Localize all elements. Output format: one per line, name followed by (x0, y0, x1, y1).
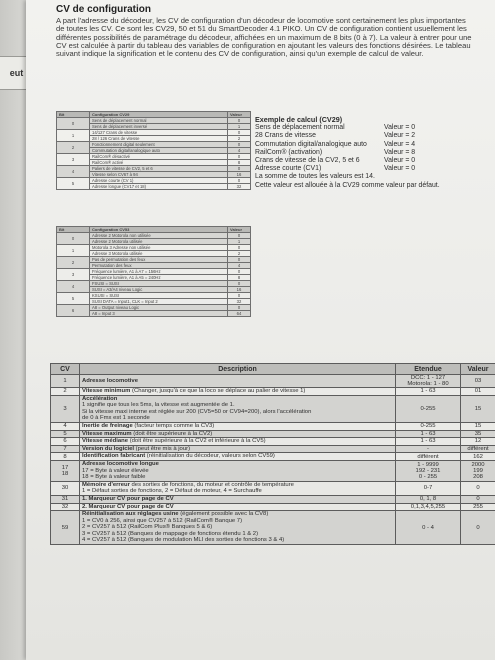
description-title: Version du logiciel (82, 445, 135, 452)
value-cell (461, 503, 495, 511)
table-row (51, 388, 495, 396)
description-cell (80, 445, 396, 453)
cv-number-cell: 1 (51, 375, 80, 388)
range-cell (396, 503, 461, 511)
default-value: 0 (476, 524, 480, 531)
value-cell: 4 (228, 263, 251, 269)
range-value: 0,1,3,4,5,255 (410, 503, 446, 510)
example-label: RailCom® (activation) (255, 148, 323, 156)
value-cell: 8 (228, 160, 251, 166)
description-title: Mémoire d'erreur (82, 481, 130, 488)
example-value: Valeur = 0 (384, 165, 416, 173)
description-line (82, 482, 393, 489)
description-line (82, 461, 393, 468)
bit-cell: 4 (57, 166, 90, 178)
value-cell (461, 445, 495, 453)
value-cell: 0 (228, 154, 251, 160)
bit-cell: 0 (57, 233, 90, 245)
cv-number-cell: 4 (51, 422, 80, 430)
default-value: 255 (473, 503, 483, 510)
description-detail: 2 = CV257 à 512 (RailCom Plus® Banques 5 & 6) (82, 524, 213, 531)
example-value: Valeur = 0 (384, 157, 416, 165)
description-title: 2. Marqueur CV pour page de CV (82, 503, 174, 510)
bit-cell: 0 (57, 118, 90, 130)
option-cell: 28 / 126 Crans de vitesse (90, 136, 228, 142)
cv-number-cell: 17 18 (51, 460, 80, 481)
description-line (82, 438, 393, 445)
range-value: DCC: 1 - 127 (410, 375, 446, 381)
bit-cell: 5 (57, 293, 90, 305)
description-detail: Si la vitesse maxi interne est réglée sur 200 (CV5=50 or CV94=200), alors l'accélération (82, 408, 312, 415)
value-cell: 1 (228, 239, 251, 245)
value-cell: 0 (228, 269, 251, 275)
value-cell (461, 453, 495, 461)
range-cell (396, 422, 461, 430)
option-cell: Fréquence lumière, A1 à A5 = 240Hz (90, 275, 228, 281)
value-cell: 64 (228, 311, 251, 317)
option-cell: Adresse courte (CV 1) (90, 178, 228, 184)
description-cell (80, 511, 396, 545)
example-row (255, 149, 495, 157)
value-cell: 0 (228, 233, 251, 239)
value-cell: 2 (228, 136, 251, 142)
example-label: Crans de vitesse de la CV2, 5 et 6 (255, 157, 360, 165)
cv-number-cell: 5 (51, 430, 80, 438)
cv-number-cell: 30 (51, 481, 80, 495)
value-cell: 0 (228, 281, 251, 287)
description-cell (80, 495, 396, 503)
description-title: Adresse locomotive (82, 377, 138, 384)
table-row (51, 460, 495, 481)
option-cell: SUSI DATA = Input1, CLK = Input 2 (90, 299, 228, 305)
range-value: - (427, 446, 429, 453)
col-cv: CV (51, 364, 80, 375)
table-row (51, 430, 495, 438)
value-cell: 1 (228, 124, 251, 130)
col-bit: Bit (57, 112, 90, 118)
background-tab: eut (0, 56, 34, 90)
value-cell (461, 395, 495, 422)
default-value: 35 (474, 430, 482, 437)
range-cell (396, 481, 461, 495)
default-value: 162 (473, 453, 483, 460)
value-cell (461, 511, 495, 545)
default-value: 0 (476, 485, 480, 492)
description-cell (80, 388, 396, 396)
col-description: Description (80, 364, 396, 375)
example-label: Adresse courte (CV1) (255, 165, 322, 173)
range-cell (396, 445, 461, 453)
description-title: Vitesse minimum (82, 388, 131, 394)
value-cell: 8 (228, 275, 251, 281)
description-title: Vitesse maximum (82, 430, 132, 437)
description-line (82, 496, 393, 503)
value-cell: 2 (228, 251, 251, 257)
option-cell: Sens de déplacement normal (90, 118, 228, 124)
example-row (255, 165, 495, 173)
option-cell: Adresse 3 Motorola utilisée (90, 251, 228, 257)
range-cell (396, 375, 461, 388)
range-value: 0 - 4 (422, 524, 434, 531)
cv-number-cell: 8 (51, 453, 80, 461)
example-row (255, 132, 495, 140)
description-cell (80, 395, 396, 422)
range-value: différent (417, 453, 439, 460)
description-title: Identification fabricant (82, 453, 146, 460)
option-cell: RailCom® activé (90, 160, 228, 166)
description-detail: 3 = CV257 à 512 (Banques de mappage de fonctions étendu 1 & 2) (82, 530, 259, 537)
value-cell: 0 (228, 257, 251, 263)
value-cell (461, 430, 495, 438)
option-cell: Permutation des feux (90, 263, 228, 269)
range-value: 0-255 (420, 423, 436, 430)
bit-cell: 1 (57, 245, 90, 257)
range-value: 192 - 231 (415, 467, 441, 474)
description-cell (80, 422, 396, 430)
option-cell: Fonctionnement digital seulement (90, 142, 228, 148)
bit-cell: 2 (57, 257, 90, 269)
value-cell (461, 388, 495, 396)
range-cell (396, 430, 461, 438)
table-row (51, 445, 495, 453)
bit-cell: 2 (57, 142, 90, 154)
example-sum: La somme de toutes les valeurs est 14. (255, 173, 375, 181)
description-extra: (réinitialisation du décodeur, valeurs selon CV59) (145, 453, 275, 460)
example-value: Valeur = 8 (384, 148, 416, 156)
default-value: 15 (474, 405, 482, 412)
example-row (255, 157, 495, 165)
description-detail: 1 signifie que tous les 5ms, la vitesse est augmentée de 1. (82, 402, 235, 409)
example-note: Cette valeur est allouée à la CV29 comme valeur par défaut. (255, 181, 440, 189)
description-line (82, 453, 393, 460)
example-label: 28 Crans de vitesse (255, 132, 316, 140)
value-cell: 0 (228, 245, 251, 251)
bit-cell: 6 (57, 305, 90, 317)
option-cell: Adresse 2 Motorola utilisée (90, 239, 228, 245)
description-title: Accélération (82, 395, 118, 402)
option-cell: Vitesse selon CV67 à 94 (90, 172, 228, 178)
description-cell (80, 430, 396, 438)
bit-cell: 5 (57, 178, 90, 190)
option-cell: 14/127 Crans de vitesse (90, 130, 228, 136)
default-value: 199 (473, 467, 483, 474)
col-range: Etendue (396, 364, 461, 375)
value-cell: 0 (228, 293, 251, 299)
cv-number-cell: 6 (51, 438, 80, 446)
option-cell: FSUSI = SUSI (90, 281, 228, 287)
range-cell (396, 453, 461, 461)
description-cell (80, 438, 396, 446)
cv-number-cell: 59 (51, 511, 80, 545)
value-cell: 16 (228, 172, 251, 178)
description-cell (80, 503, 396, 511)
description-detail: 18 = Byte à valeur faible (82, 474, 146, 481)
range-value: Motorola: 1 - 80 (407, 381, 449, 387)
value-cell (461, 460, 495, 481)
description-detail: de 0 à Fmx est 1 seconde (82, 415, 150, 422)
value-cell: 0 (228, 166, 251, 172)
description-detail: 1 = Défaut sorties de fonctions, 2 = Défaut de moteur, 4 = Surchauffe (82, 488, 262, 495)
example-label: Sens de déplacement normal (255, 124, 345, 132)
document-page (26, 0, 495, 660)
cv-number-cell: 7 (51, 445, 80, 453)
option-cell: Sens de déplacement inversé (90, 124, 228, 130)
description-extra: (doit être supérieure à la CV2) (131, 430, 213, 437)
default-value: 208 (473, 473, 483, 480)
option-cell: KSUSI = SUSI (90, 293, 228, 299)
example-row (255, 141, 495, 149)
description-extra: (Changer, jusqu'à ce que la loco se déplace au palier de vitesse 1) (130, 388, 306, 394)
option-cell: RailCom® désactivé (90, 154, 228, 160)
option-cell: Commutation digital/analogique auto (90, 148, 228, 154)
example-title: Exemple de calcul (CV29) (255, 115, 343, 124)
cv-number-cell: 32 (51, 503, 80, 511)
description-extra: (facteur temps comme la CV3) (132, 422, 215, 429)
value-cell: 16 (228, 287, 251, 293)
option-cell: Pas de permutation des feux (90, 257, 228, 263)
value-cell (461, 422, 495, 430)
description-title: Adresse locomotive longue (82, 460, 159, 467)
value-cell: 0 (228, 118, 251, 124)
cv-number-cell: 2 (51, 388, 80, 396)
col-value: Valeur (228, 227, 251, 233)
description-cell (80, 453, 396, 461)
option-cell: Fréquence lumière, A1 à A7 = 156Hz (90, 269, 228, 275)
cv29-config-table (56, 111, 251, 190)
description-line (82, 423, 393, 430)
option-cell: Adresse 2 Motorola non utilisée (90, 233, 228, 239)
description-title: Inertie de freinage (82, 422, 133, 429)
description-extra: (également possible avec la CV8) (178, 511, 269, 518)
default-value: 2000 (471, 461, 485, 468)
example-label: Commutation digital/analogique auto (255, 140, 367, 148)
cv-number-cell: 3 (51, 395, 80, 422)
range-cell (396, 388, 461, 396)
description-detail: 17 = Byte à valeur élevée (82, 467, 149, 474)
value-cell: 0 (228, 142, 251, 148)
option-cell: SUSI = A3/A4 niveau Logic (90, 287, 228, 293)
value-cell: 0 (228, 130, 251, 136)
table-row (51, 511, 495, 545)
section-heading: CV de configuration (56, 4, 151, 15)
col-value: Valeur (228, 112, 251, 118)
example-row (255, 124, 495, 132)
range-value: 1 - 63 (420, 438, 436, 445)
range-value: 0, 1, 8 (419, 496, 437, 503)
description-line (82, 504, 393, 511)
value-cell: 32 (228, 299, 251, 305)
option-cell: Motorola 3 Adresse non utilisée (90, 245, 228, 251)
value-cell (461, 438, 495, 446)
default-value: 12 (474, 438, 482, 445)
range-value: 1 - 63 (420, 388, 436, 395)
range-value: 0-255 (420, 405, 436, 412)
example-value: Valeur = 0 (384, 124, 416, 132)
default-value: 01 (474, 388, 482, 395)
cv-main-table (50, 363, 495, 545)
range-cell (396, 395, 461, 422)
table-row (51, 375, 495, 388)
description-line (82, 396, 393, 403)
option-cell: Paliers de vitesse de CV2, 5 et 6 (90, 166, 228, 172)
description-extra: des sorties de fonctions, du moteur et contrôle de température (129, 481, 294, 488)
description-line (82, 388, 393, 395)
range-value: 0-7 (423, 485, 433, 492)
description-detail: 1 = CV0 à 256, ainsi que CV257 à 512 (RailCom® Banque 7) (82, 517, 243, 524)
col-config: Configuration CV53 (90, 227, 228, 233)
description-line (82, 431, 393, 438)
description-title: 1. Marqueur CV pour page de CV (82, 495, 174, 502)
value-cell: 32 (228, 184, 251, 190)
description-line (82, 378, 393, 385)
description-line (82, 511, 393, 518)
range-value: 1 - 9999 (417, 461, 439, 468)
value-cell: 0 (228, 178, 251, 184)
table-row (51, 438, 495, 446)
range-cell (396, 460, 461, 481)
col-bit: Bit (57, 227, 90, 233)
description-cell (80, 460, 396, 481)
description-cell (80, 481, 396, 495)
value-cell (461, 481, 495, 495)
table-row (51, 495, 495, 503)
example-value: Valeur = 4 (384, 140, 416, 148)
table-row (51, 503, 495, 511)
range-cell (396, 495, 461, 503)
table-row (51, 481, 495, 495)
cv53-config-table (56, 226, 251, 317)
description-title: Vitesse médiane (82, 438, 129, 445)
range-cell (396, 438, 461, 446)
col-config: Configuration CV29 (90, 112, 228, 118)
default-value: 15 (474, 423, 482, 430)
description-line (82, 446, 393, 453)
option-cell: Adresse longue (CV17 et 18) (90, 184, 228, 190)
default-value: 0 (476, 496, 480, 503)
bit-cell: 3 (57, 154, 90, 166)
bit-cell: 3 (57, 269, 90, 281)
range-value: 1 - 63 (420, 430, 436, 437)
table-row (51, 395, 495, 422)
intro-paragraph: A part l'adresse du décodeur, les CV de configuration d'un décodeur de locomotive sont certainement les plus importantes de toutes les CV. Ce sont les CV29, 50 et 51 du SmartDecoder 4.1 PIKO. Un CV de configuration contient usuellement les différentes possibilités de paramétrage du décodeur, affichées en un maximum de 8 bits (0 à 7). La valeur à entrer pour une CV est calculée à partir du tableau des variables de configuration en ajoutant les valeurs des fonctions désirées. Le tableau suivant indique la signification et le contenu des CV de configuration, ainsi qu'un exemple de calcul de valeur. (56, 16, 472, 59)
default-value: différent (467, 446, 489, 453)
option-cell: A8 = Output niveau Logic (90, 305, 228, 311)
value-cell: 4 (228, 148, 251, 154)
option-cell: A8 = Input 3 (90, 311, 228, 317)
calculation-example (255, 116, 495, 190)
description-extra: (peut être mis à jour) (134, 445, 191, 452)
description-extra: (doit être supérieure à la CV2 et inférieure à la CV5) (128, 438, 266, 445)
col-value: Valeur (461, 364, 495, 375)
cv-number-cell: 31 (51, 495, 80, 503)
bit-cell: 1 (57, 130, 90, 142)
table-row (51, 422, 495, 430)
range-cell (396, 511, 461, 545)
example-value: Valeur = 2 (384, 132, 416, 140)
value-cell: 0 (228, 305, 251, 311)
bit-cell: 4 (57, 281, 90, 293)
default-value: 03 (474, 378, 482, 384)
value-cell (461, 495, 495, 503)
value-cell (461, 375, 495, 388)
table-row (51, 453, 495, 461)
description-cell (80, 375, 396, 388)
description-title: Réinitialisation aux réglages usine (82, 511, 179, 518)
description-detail: 4 = CV257 à 512 (Banques de modulation MLI des sorties de fonctions 3 & 4) (82, 537, 285, 544)
range-value: 0 - 255 (418, 473, 438, 480)
